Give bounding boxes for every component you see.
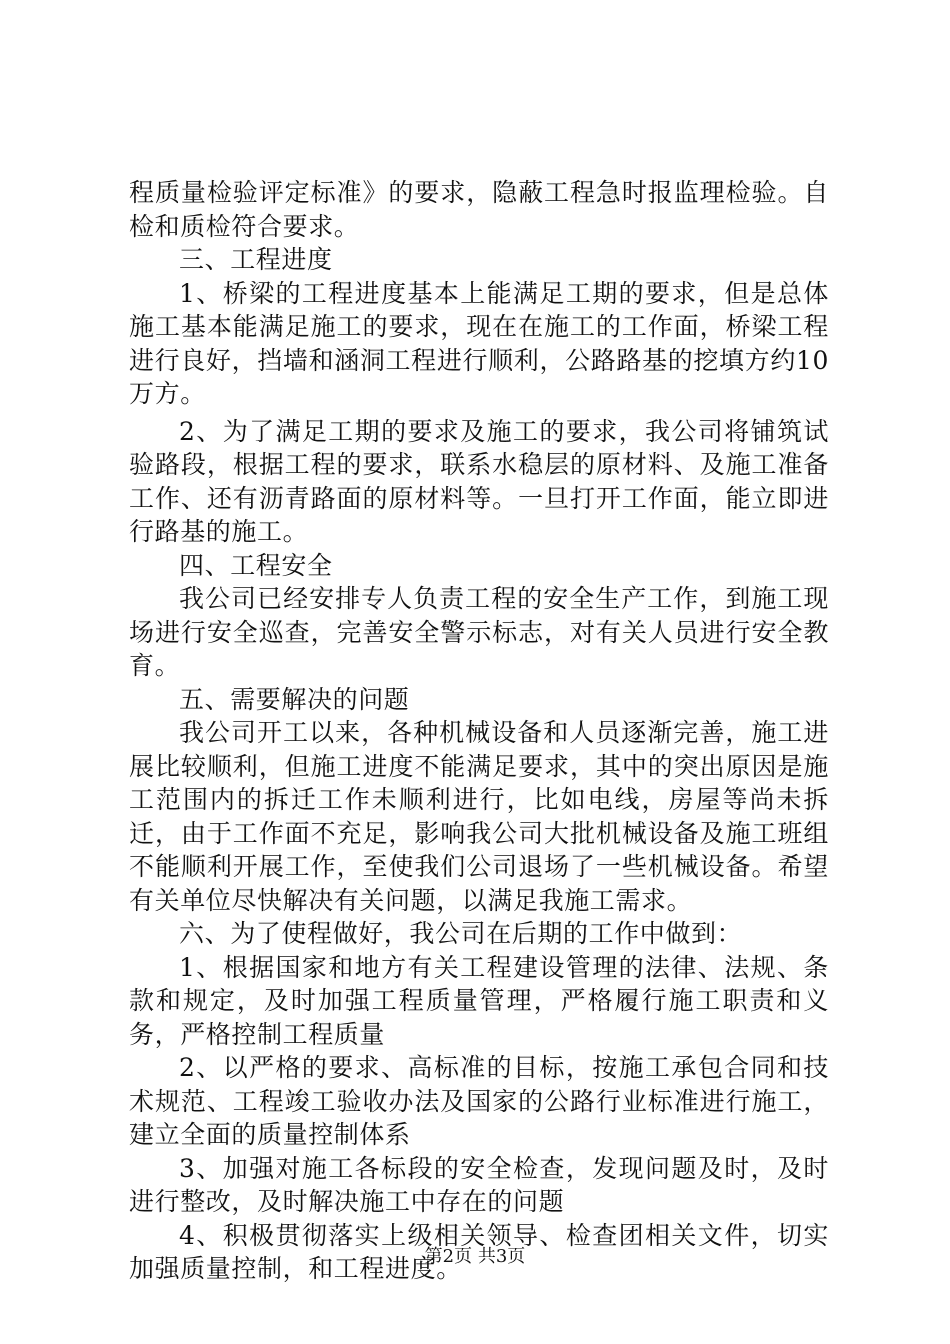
heading-safety: 四、工程安全 [179,550,333,580]
heading-issues: 五、需要解决的问题 [179,684,410,714]
document-body [129,176,829,1286]
paragraph-progress-2: 2、为了满足工期的要求及施工的要求，我公司将铺筑试验路段，根据工程的要求，联系水稳层的原材料、及施工准备工作、还有沥青路面的原材料等。一旦打开工作面，能立即进行路基的施工。 [129,416,829,546]
paragraph-measure-1: 1、根据国家和地方有关工程建设管理的法律、法规、条款和规定，及时加强工程质量管理，严格履行施工职责和义务，严格控制工程质量 [129,952,829,1049]
paragraph-safety: 我公司已经安排专人负责工程的安全生产工作，到施工现场进行安全巡查，完善安全警示标志，对有关人员进行安全教育。 [129,584,829,680]
paragraph-measure-4: 4、积极贯彻落实上级相关领导、检查团相关文件，切实加强质量控制，和工程进度。 [129,1220,829,1283]
paragraph-continuation: 程质量检验评定标准》的要求，隐蔽工程急时报监理检验。自检和质检符合要求。 [129,178,829,241]
paragraph-measure-2: 2、以严格的要求、高标准的目标，按施工承包合同和技术规范、工程竣工验收办法及国家的公路行业标准进行施工，建立全面的质量控制体系 [129,1053,829,1149]
heading-progress: 三、工程进度 [179,245,333,274]
heading-measures: 六、为了使程做好，我公司在后期的工作中做到： [179,919,743,948]
paragraph-measure-3: 3、加强对施工各标段的安全检查，发现问题及时，及时进行整改，及时解决施工中存在的问题 [129,1153,829,1216]
page-number-footer: 第2页 共3页 [424,1246,526,1267]
paragraph-issues: 我公司开工以来，各种机械设备和人员逐渐完善，施工进展比较顺利，但施工进度不能满足要求，其中的突出原因是施工范围内的拆迁工作未顺利进行，比如电线，房屋等尚未拆迁，由于工作面不充足，影响我公司大批机械设备及施工班组不能顺利开展工作，至使我们公司退场了一些机械设备。希望有关单位尽快解决有关问题，以满足我施工需求。 [129,718,829,915]
paragraph-progress-1: 1、桥梁的工程进度基本上能满足工期的要求，但是总体施工基本能满足施工的要求，现在在施工的工作面，桥梁工程进行良好，挡墙和涵洞工程进行顺利，公路路基的挖填方约10万方。 [129,278,829,408]
